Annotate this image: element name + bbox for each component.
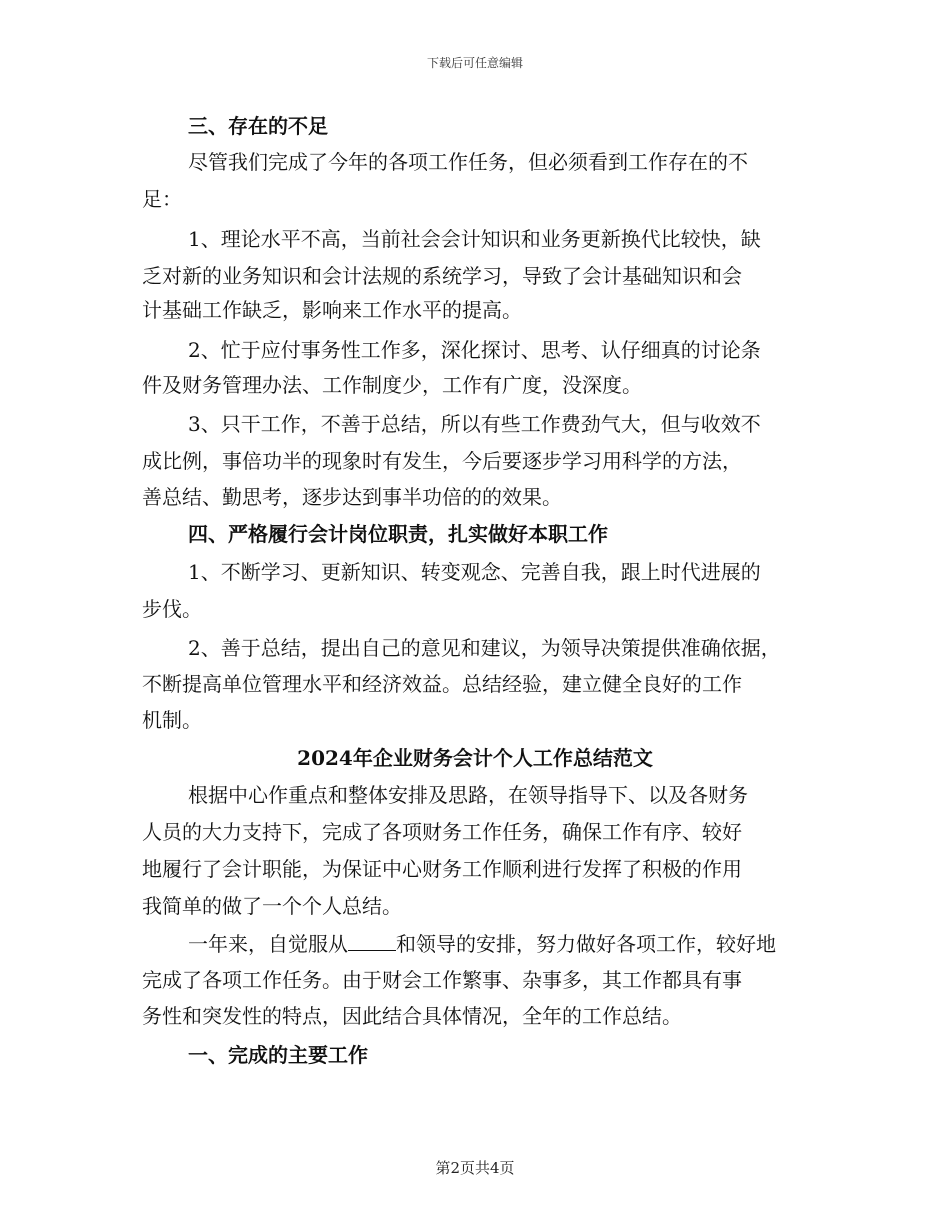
paragraph-line: 机制。 bbox=[142, 708, 202, 732]
paragraph-line: 步伐。 bbox=[142, 597, 202, 621]
section-heading-duties: 四、严格履行会计岗位职责，扎实做好本职工作 bbox=[188, 522, 608, 546]
paragraph-line: 1、不断学习、更新知识、转变观念、完善自我，跟上时代进展的 bbox=[188, 560, 761, 584]
paragraph-line: 完成了各项工作任务。由于财会工作繁事、杂事多，其工作都具有事 bbox=[142, 968, 742, 992]
paragraph-line: 尽管我们完成了今年的各项工作任务，但必须看到工作存在的不 bbox=[188, 150, 748, 174]
section-heading-main-work: 一、完成的主要工作 bbox=[188, 1043, 368, 1067]
paragraph-line: 根据中心作重点和整体安排及思路，在领导指导下、以及各财务 bbox=[188, 783, 748, 807]
paragraph-line: 计基础工作缺乏，影响来工作水平的提高。 bbox=[142, 298, 522, 322]
fill-in-blank bbox=[348, 932, 396, 951]
paragraph-line: 成比例，事倍功半的现象时有发生，今后要逐步学习用科学的方法， bbox=[142, 449, 742, 473]
paragraph-line: 不断提高单位管理水平和经济效益。总结经验，建立健全良好的工作 bbox=[142, 672, 742, 696]
header-note: 下载后可任意编辑 bbox=[426, 56, 523, 70]
paragraph-line: 务性和突发性的特点，因此结合具体情况，全年的工作总结。 bbox=[142, 1004, 682, 1028]
text-segment: 和领导的安排，努力做好各项工作，较好地 bbox=[396, 932, 776, 956]
paragraph-line: 地履行了会计职能，为保证中心财务工作顺利进行发挥了积极的作用 bbox=[142, 857, 742, 881]
paragraph-line: 足： bbox=[142, 187, 182, 211]
paragraph-line: 3、只干工作，不善于总结，所以有些工作费劲气大，但与收效不 bbox=[188, 412, 761, 436]
paragraph-line: 善总结、勤思考，逐步达到事半功倍的的效果。 bbox=[142, 485, 562, 509]
paragraph-line: 件及财务管理办法、工作制度少，工作有广度，没深度。 bbox=[142, 373, 642, 397]
paragraph-line: 1、理论水平不高，当前社会会计知识和业务更新换代比较快，缺 bbox=[188, 227, 761, 251]
paragraph-line: 2、善于总结，提出自己的意见和建议，为领导决策提供准确依据， bbox=[188, 636, 781, 660]
text-segment: 一年来，自觉服从 bbox=[188, 932, 348, 956]
paragraph-line: 乏对新的业务知识和会计法规的系统学习，导致了会计基础知识和会 bbox=[142, 264, 742, 288]
section-heading-shortcomings: 三、存在的不足 bbox=[188, 114, 328, 138]
paragraph-line: 我简单的做了一个个人总结。 bbox=[142, 894, 402, 918]
paragraph-line-with-blank bbox=[188, 932, 776, 956]
paragraph-line: 2、忙于应付事务性工作多，深化探讨、思考、认仔细真的讨论条 bbox=[188, 338, 761, 362]
page-number: 第2页共4页 bbox=[435, 1159, 515, 1177]
paragraph-line: 人员的大力支持下，完成了各项财务工作任务，确保工作有序、较好 bbox=[142, 820, 742, 844]
document-title: 2024年企业财务会计个人工作总结范文 bbox=[297, 746, 653, 770]
